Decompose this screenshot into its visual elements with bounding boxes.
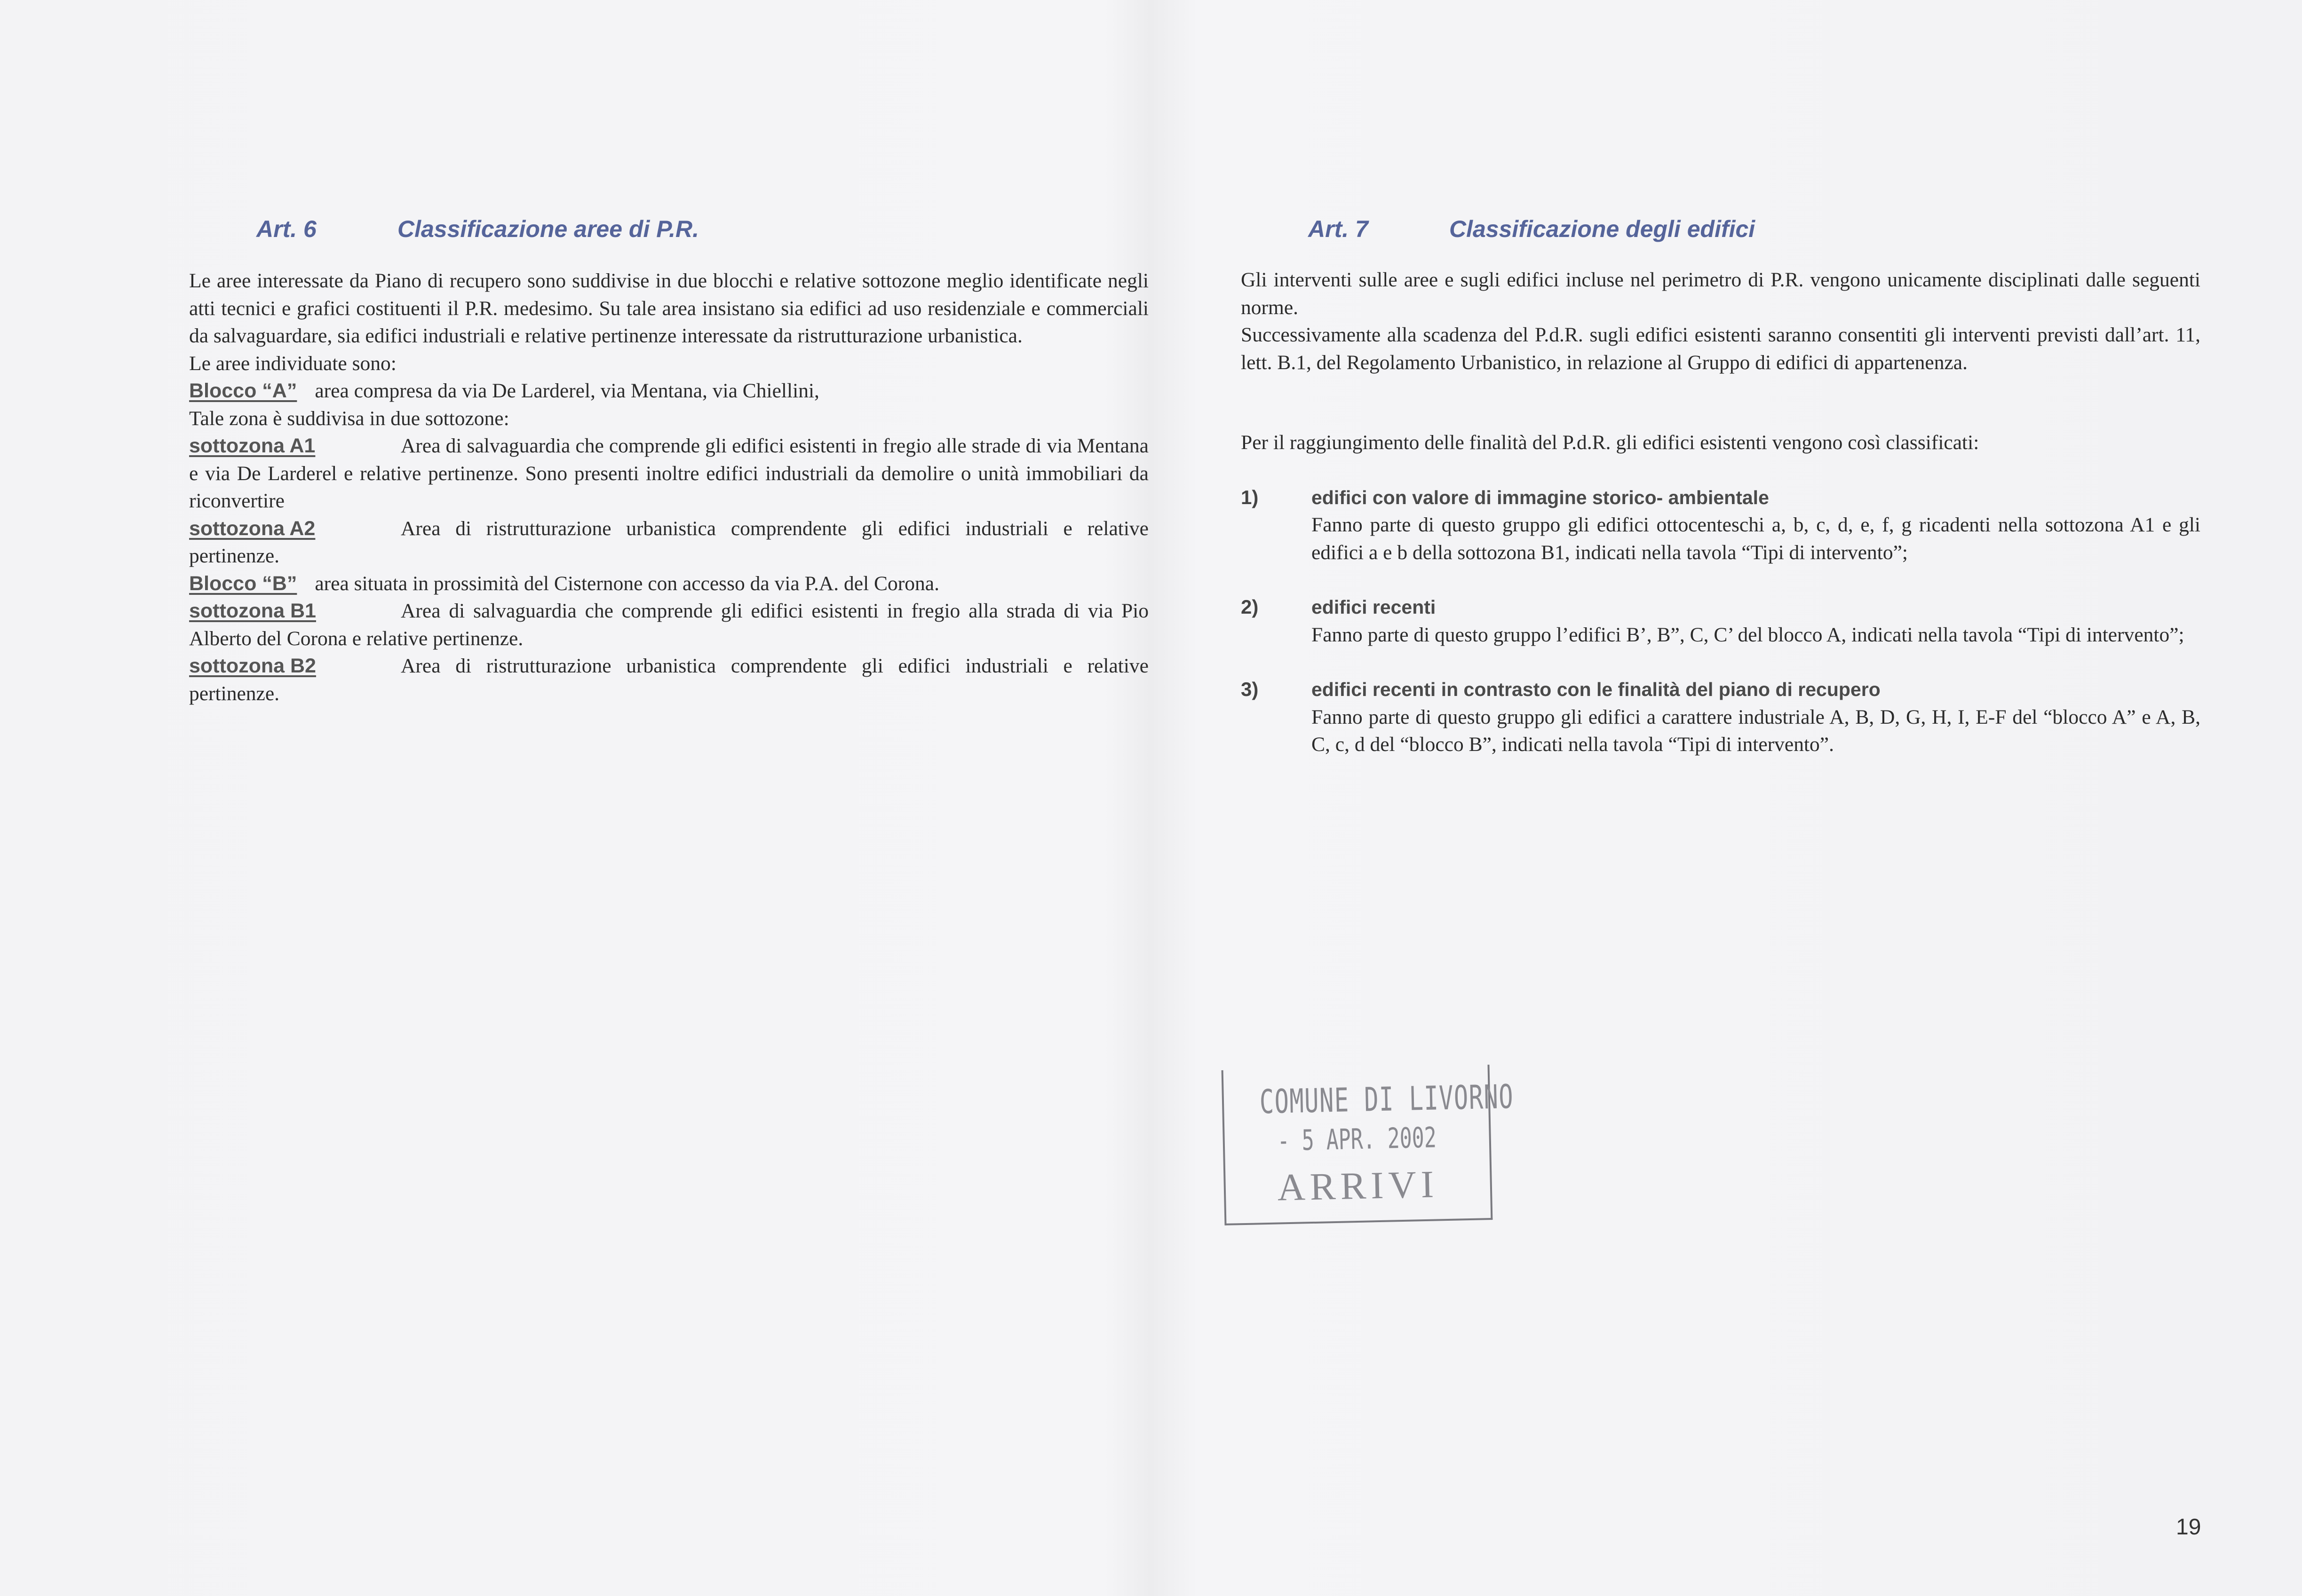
subzone-b1-text: Area di salvaguardia che comprende gli edifici esistenti in fregio alla strada di via Pio Alberto del Corona e relative pertinenze. xyxy=(189,600,1149,650)
block-b-label: Blocco “B” xyxy=(189,572,297,595)
article-7-number: Art. 7 xyxy=(1308,216,1368,242)
subzone-b1-label: sottozona B1 xyxy=(189,600,316,622)
subzone-b2-text: Area di ristrutturazione urbanistica comprendente gli edifici industriali e relative pertinenze. xyxy=(189,655,1149,705)
subzone-a1-text: Area di salvaguardia che comprende gli edifici esistenti in fregio alle strade di via Mentana e via De Larderel e relative pertinenze. Sono presenti inoltre edifici industriali da demolire o unità immobiliari da riconvertire xyxy=(189,435,1149,512)
block-b-text: area situata in prossimità del Cisternone con accesso da via P.A. del Corona. xyxy=(315,572,939,595)
areas-intro: Le aree individuate sono: xyxy=(189,352,397,375)
classification-title: edifici recenti xyxy=(1311,596,1436,618)
classification-text: Fanno parte di questo gruppo gli edifici a carattere industriale A, B, D, G, H, I, E-F del “blocco A” e A, B, C, c, d del “blocco B”, indicati nella tavola “Tipi di intervento”. xyxy=(1311,705,2200,756)
article-6-heading xyxy=(256,215,699,243)
article-6-number: Art. 6 xyxy=(256,216,317,242)
stamp-arrivals: ARRIVI xyxy=(1277,1162,1439,1209)
stamp-date: - 5 APR. 2002 xyxy=(1277,1121,1437,1158)
block-a-label: Blocco “A” xyxy=(189,379,297,402)
reception-stamp xyxy=(1222,1065,1514,1225)
article-7-body xyxy=(1241,266,2200,758)
subzone-a2-label: sottozona A2 xyxy=(189,517,316,540)
classification-item xyxy=(1241,484,2200,567)
subzone-b2-label: sottozona B2 xyxy=(189,655,316,677)
block-a-note: Tale zona è suddivisa in due sottozone: xyxy=(189,407,509,430)
block-b xyxy=(189,570,1149,598)
block-a-text: area compresa da via De Larderel, via Mentana, via Chiellini, xyxy=(315,379,819,402)
article-6-title: Classificazione aree di P.R. xyxy=(397,216,699,242)
classification-title: edifici con valore di immagine storico- ambientale xyxy=(1311,486,1769,508)
subzone-a1-label: sottozona A1 xyxy=(189,435,316,457)
classification-item xyxy=(1241,593,2200,648)
subzone-a2-text: Area di ristrutturazione urbanistica comprendente gli edifici industriali e relative pertinenze. xyxy=(189,517,1149,567)
stamp-municipality: COMUNE DI LIVORNO xyxy=(1259,1077,1514,1122)
article-7-heading xyxy=(1308,215,1755,243)
subzone-b1 xyxy=(189,597,1149,652)
classification-text: Fanno parte di questo gruppo l’edifici B’, B”, C, C’ del blocco A, indicati nella tavola “Tipi di intervento”; xyxy=(1311,623,2184,646)
article-7-paragraph-1: Gli interventi sulle aree e sugli edifici incluse nel perimetro di P.R. vengono unicamente disciplinati dalle seguenti norme. xyxy=(1241,269,2200,319)
classification-item xyxy=(1241,676,2200,758)
block-a xyxy=(189,377,1149,405)
article-7-title: Classificazione degli edifici xyxy=(1449,216,1755,242)
classification-number: 3) xyxy=(1241,678,1259,700)
classification-text: Fanno parte di questo gruppo gli edifici ottocenteschi a, b, c, d, e, f, g ricadenti nella sottozona A1 e gli edifici a e b della sottozona B1, indicati nella tavola “Tipi di intervento”; xyxy=(1311,514,2200,564)
subzone-b2 xyxy=(189,652,1149,707)
article-6-intro: Le aree interessate da Piano di recupero sono suddivise in due blocchi e relative sottozone meglio identificate negli atti tecnici e grafici costituenti il P.R. medesimo. Su tale area insistano sia edifici ad uso residenziale e commerciali da salvaguardare, sia edifici industriali e relative pertinenze interessate da ristrutturazione urbanistica. xyxy=(189,269,1149,347)
article-6-body xyxy=(189,267,1149,707)
article-7-paragraph-3: Per il raggiungimento delle finalità del P.d.R. gli edifici esistenti vengono così classificati: xyxy=(1241,431,1979,454)
page-number: 19 xyxy=(2176,1515,2201,1540)
classification-number: 1) xyxy=(1241,486,1259,508)
classification-number: 2) xyxy=(1241,596,1259,618)
subzone-a2 xyxy=(189,515,1149,570)
subzone-a1 xyxy=(189,432,1149,515)
classification-title: edifici recenti in contrasto con le finalità del piano di recupero xyxy=(1311,679,1881,700)
article-7-paragraph-2: Successivamente alla scadenza del P.d.R. sugli edifici esistenti saranno consentiti gli interventi previsti dall’art. 11, lett. B.1, del Regolamento Urbanistico, in relazione al Gruppo di edifici di appartenenza. xyxy=(1241,324,2200,374)
